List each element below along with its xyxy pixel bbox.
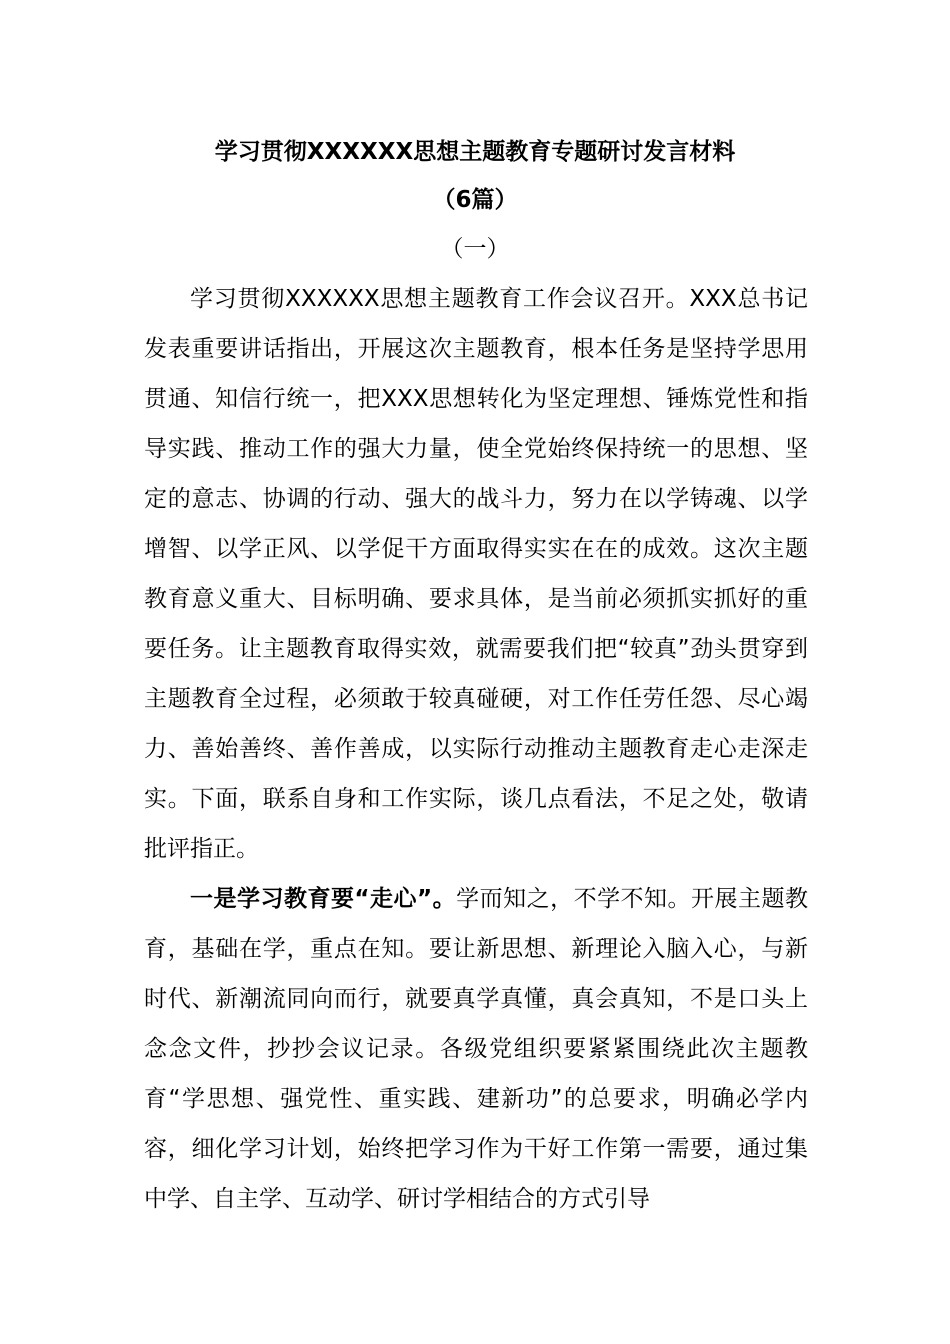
paragraph-lead: 一是学习教育要“走心”。	[190, 886, 457, 912]
paragraph-point-one	[144, 874, 808, 1224]
section-number: （一）	[440, 236, 510, 262]
paragraph-text: 学习贯彻XXXXXX思想主题教育工作会议召开。XXX总书记发表重要讲话指出，开展这次主题教育，根本任务是坚持学思用贯通、知信行统一，把XXX思想转化为坚定理想、锤炼党性和指导实践、推动工作的强大力量，使全党始终保持统一的思想、坚定的意志、协调的行动、强大的战斗力，努力在以学铸魂、以学增智、以学正风、以学促干方面取得实实在在的成效。这次主题教育意义重大、目标明确、要求具体，是当前必须抓实抓好的重要任务。让主题教育取得实效，就需要我们把“较真”劲头贯穿到主题教育全过程，必须敢于较真碰硬，对工作任劳任怨、尽心竭力、善始善终、善作善成，以实际行动推动主题教育走心走深走实。下面，联系自身和工作实际，谈几点看法，不足之处，敬请批评指正。	[144, 286, 808, 862]
document-subtitle: （6篇）	[432, 187, 518, 213]
paragraph-intro	[144, 274, 808, 874]
document-title: 学习贯彻XXXXXX思想主题教育专题研讨发言材料	[214, 139, 736, 165]
paragraph-text: 学而知之，不学不知。开展主题教育，基础在学，重点在知。要让新思想、新理论入脑入心，与新时代、新潮流同向而行，就要真学真懂，真会真知，不是口头上念念文件，抄抄会议记录。各级党组织要紧紧围绕此次主题教育“学思想、强党性、重实践、建新功”的总要求，明确必学内容，细化学习计划，始终把学习作为干好工作第一需要，通过集中学、自主学、互动学、研讨学相结合的方式引导	[144, 886, 808, 1212]
